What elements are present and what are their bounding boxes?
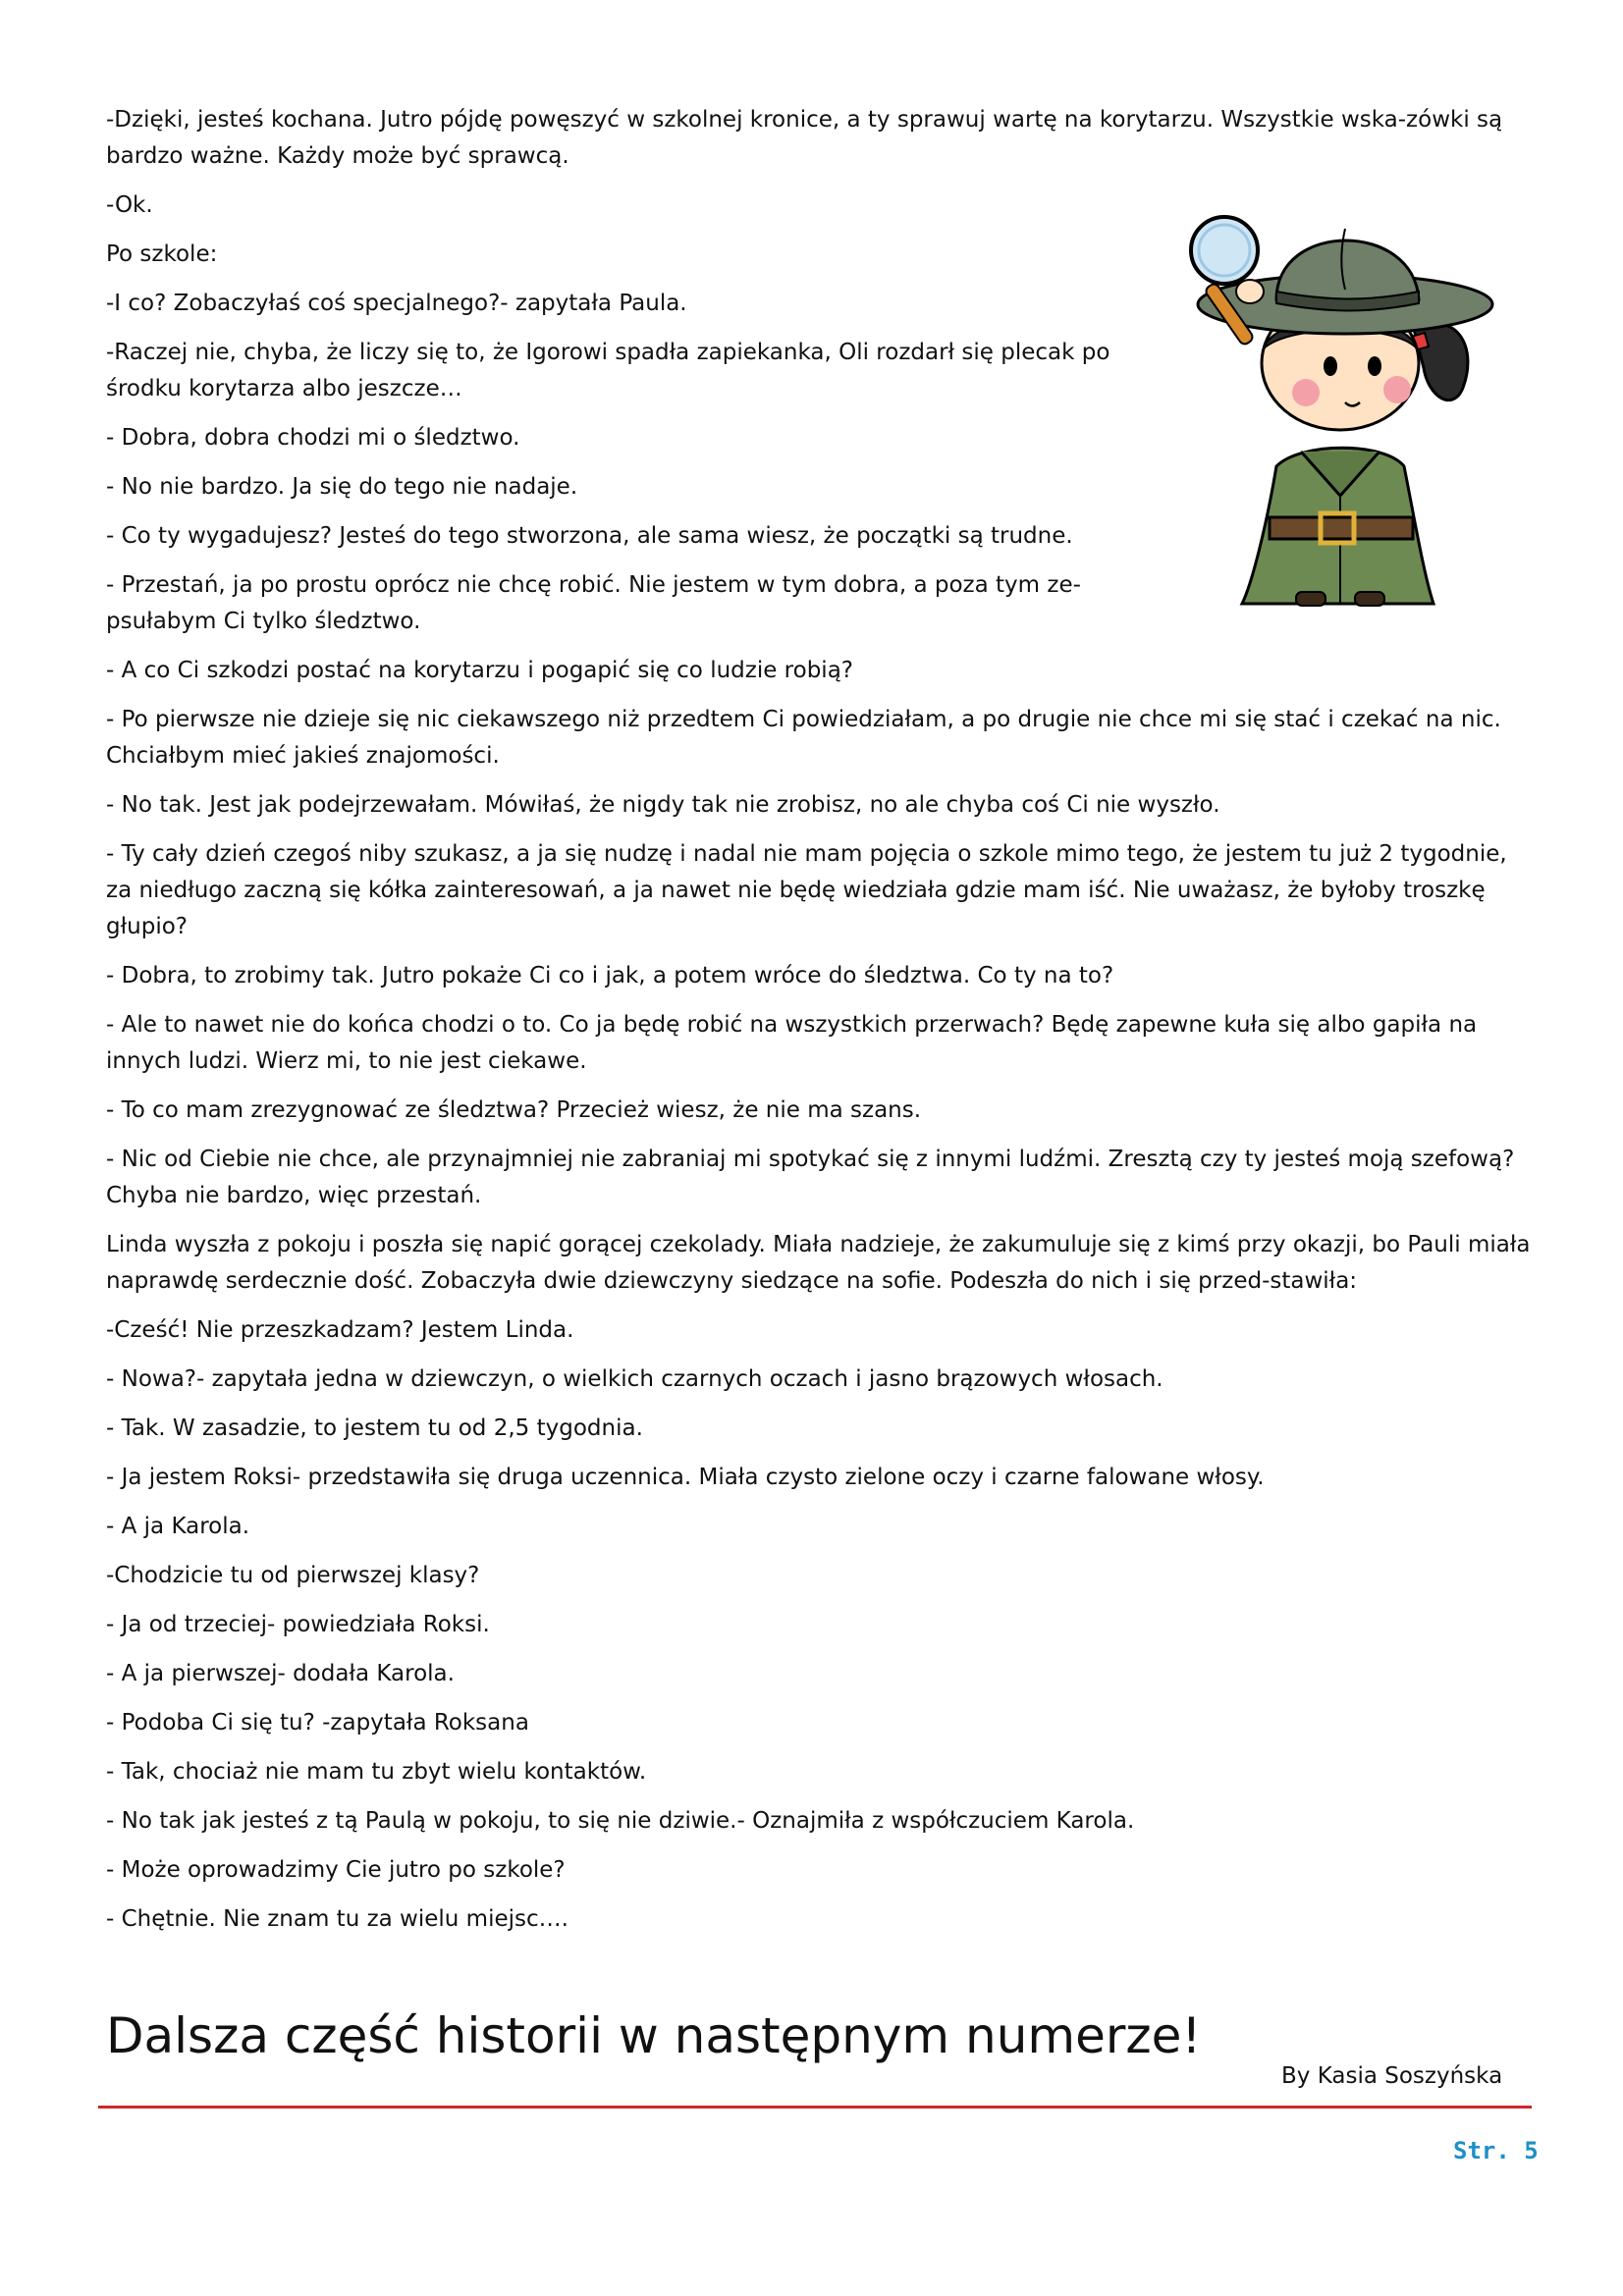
paragraph: -Cześć! Nie przeszkadzam? Jestem Linda.: [106, 1317, 574, 1343]
paragraph: Linda wyszła z pokoju i poszła się napić gorącej czekolady. Miała nadzieje, że zakumuluje się z kimś przy okazji, bo Pauli miała naprawdę serdecznie dość. Zobaczyła dwie dziewczyny siedzące na sofie. Podeszła do nich i się przed-stawiła:: [106, 1232, 1531, 1294]
continuation-heading: Dalsza część historii w następnym numerze!: [106, 2007, 1202, 2064]
paragraph: - A ja Karola.: [106, 1514, 250, 1539]
paragraph: -Dzięki, jesteś kochana. Jutro pójdę powęszyć w szkolnej kronice, a ty sprawuj wartę na korytarzu. Wszystkie wska-zówki są bardzo ważne. Każdy może być sprawcą.: [106, 107, 1503, 169]
paragraph: - Tak. W zasadzie, to jestem tu od 2,5 tygodnia.: [106, 1415, 643, 1441]
paragraph: - Po pierwsze nie dzieje się nic ciekawszego niż przedtem Ci powiedziałam, a po drugie nie chce mi się stać i czekać na nic. Chciałbym mieć jakieś znajomości.: [106, 707, 1501, 769]
paragraph: - Chętnie. Nie znam tu za wielu miejsc….: [106, 1906, 568, 1932]
paragraph: - Ja od trzeciej- powiedziała Roksi.: [106, 1612, 490, 1637]
paragraph: -Raczej nie, chyba, że liczy się to, że Igorowi spadła zapiekanka, Oli rozdarł się plecak po środku korytarza albo jeszcze…: [106, 340, 1110, 401]
paragraph: - Podoba Ci się tu? -zapytała Roksana: [106, 1710, 529, 1735]
paragraph: - To co mam zrezygnować ze śledztwa? Przecież wiesz, że nie ma szans.: [106, 1097, 922, 1123]
page-number: Str. 5: [1453, 2137, 1539, 2164]
paragraph: - Co ty wygadujesz? Jesteś do tego stworzona, ale sama wiesz, że początki są trudne.: [106, 523, 1073, 549]
paragraph: - Może oprowadzimy Cie jutro po szkole?: [106, 1857, 566, 1883]
paragraph: - Dobra, to zrobimy tak. Jutro pokaże Ci co i jak, a potem wróce do śledztwa. Co ty na to?: [106, 963, 1114, 988]
paragraph: - No nie bardzo. Ja się do tego nie nadaje.: [106, 474, 578, 500]
paragraph: - Dobra, dobra chodzi mi o śledztwo.: [106, 425, 520, 451]
paragraph: -I co? Zobaczyłaś coś specjalnego?- zapytała Paula.: [106, 291, 687, 316]
detective-girl-illustration: [1183, 201, 1497, 614]
paragraph: - Ale to nawet nie do końca chodzi o to. Co ja będę robić na wszystkich przerwach? Będę zapewne kuła się albo gapiła na innych ludzi. Wierz mi, to nie jest ciekawe.: [106, 1012, 1478, 1074]
paragraph: -Ok.: [106, 192, 153, 218]
footer-divider: [98, 2106, 1532, 2109]
paragraph: - Nowa?- zapytała jedna w dziewczyn, o wielkich czarnych oczach i jasno brązowych włosach.: [106, 1366, 1163, 1392]
paragraph: - A co Ci szkodzi postać na korytarzu i pogapić się co ludzie robią?: [106, 658, 853, 683]
paragraph: - A ja pierwszej- dodała Karola.: [106, 1661, 455, 1686]
paragraph: -Chodzicie tu od pierwszej klasy?: [106, 1563, 480, 1588]
paragraph: - No tak jak jesteś z tą Paulą w pokoju, to się nie dziwie.- Oznajmiła z współczuciem Karola.: [106, 1808, 1135, 1834]
paragraph: - Przestań, ja po prostu oprócz nie chcę robić. Nie jestem w tym dobra, a poza tym ze-psułabym Ci tylko śledztwo.: [106, 572, 1081, 634]
paragraph: - No tak. Jest jak podejrzewałam. Mówiłaś, że nigdy tak nie zrobisz, no ale chyba coś Ci nie wyszło.: [106, 792, 1220, 818]
paragraph: - Ty cały dzień czegoś niby szukasz, a ja się nudzę i nadal nie mam pojęcia o szkole mimo tego, że jestem tu już 2 tygodnie, za niedługo zaczną się kółka zainteresowań, a ja nawet nie będę wiedziała gdzie mam iść. Nie uważasz, że byłoby troszkę głupio?: [106, 841, 1507, 939]
paragraph: - Tak, chociaż nie mam tu zbyt wielu kontaktów.: [106, 1759, 647, 1785]
paragraph: - Nic od Ciebie nie chce, ale przynajmniej nie zabraniaj mi spotykać się z innymi ludźmi. Zresztą czy ty jesteś moją szefową? Chyba nie bardzo, więc przestań.: [106, 1147, 1515, 1208]
author-byline: By Kasia Soszyńska: [1281, 2063, 1503, 2089]
paragraph: Po szkole:: [106, 241, 218, 267]
paragraph: - Ja jestem Roksi- przedstawiła się druga uczennica. Miała czysto zielone oczy i czarne falowane włosy.: [106, 1465, 1265, 1490]
